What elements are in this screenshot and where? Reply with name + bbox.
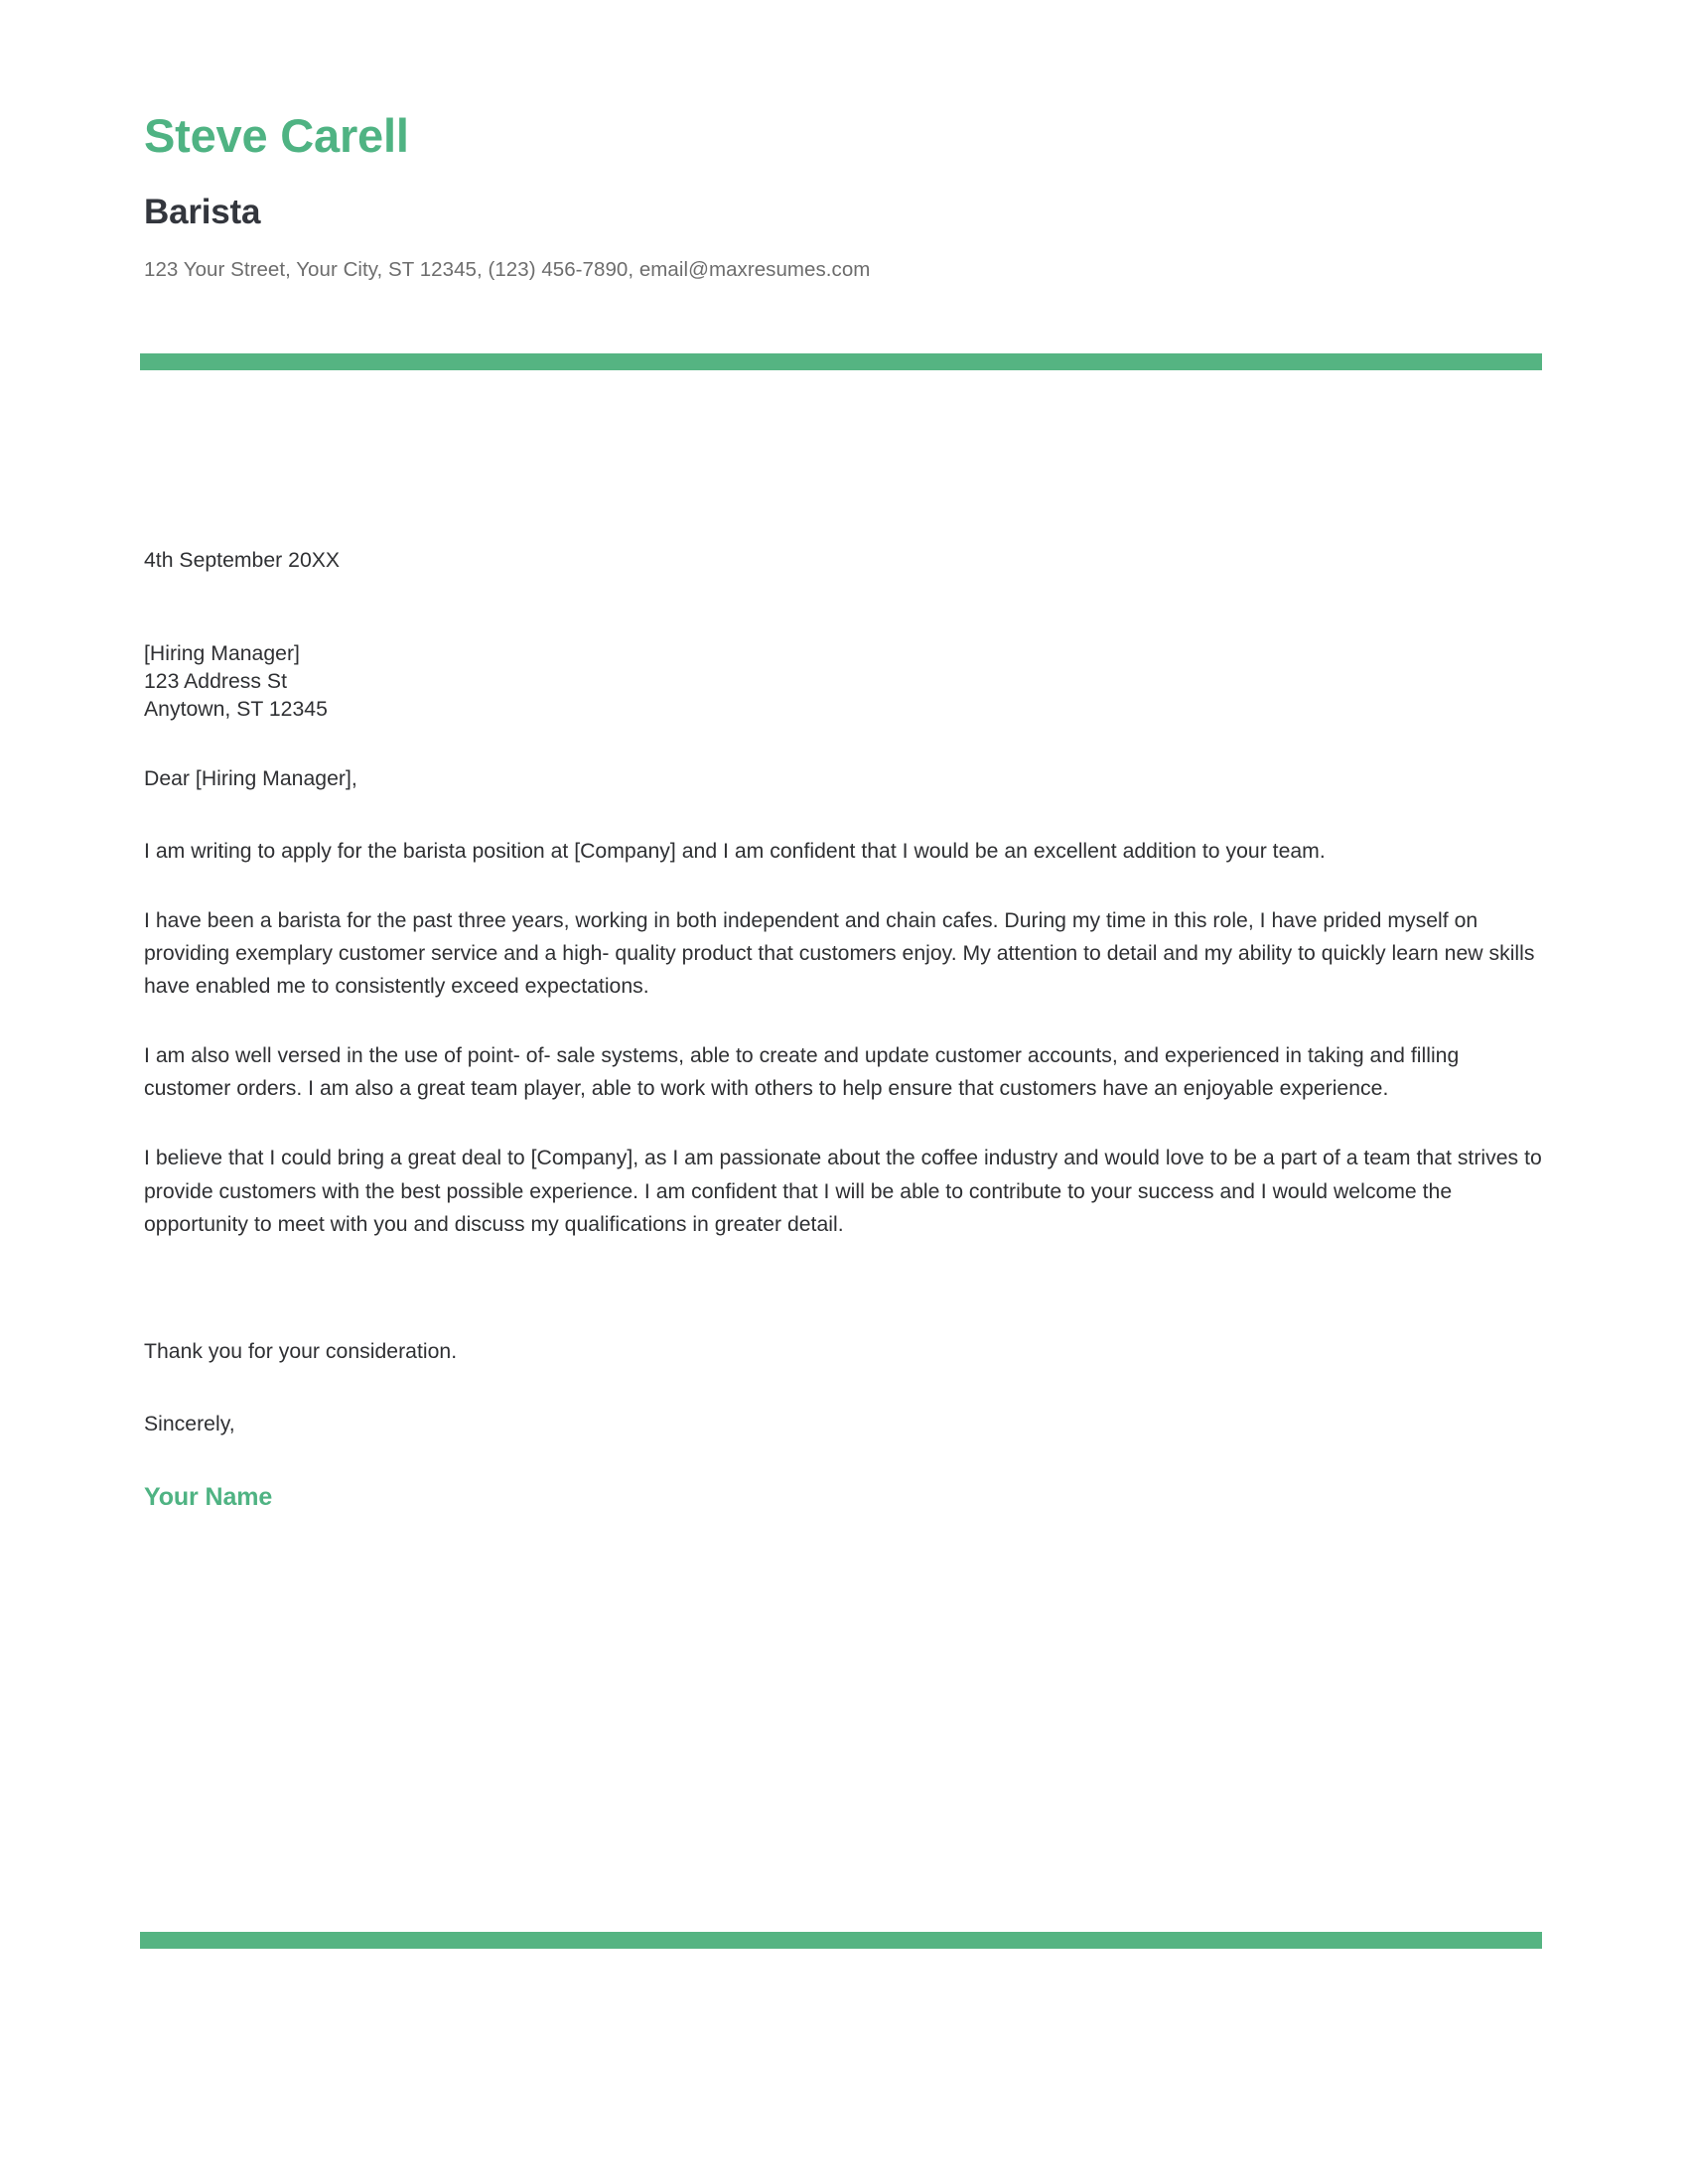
header-divider-rule <box>140 353 1542 370</box>
recipient-line-3: Anytown, ST 12345 <box>144 698 328 722</box>
footer-divider-rule <box>140 1932 1542 1949</box>
letter-thanks: Thank you for your consideration. <box>144 1339 458 1363</box>
closing-spacer <box>144 1278 1542 1335</box>
recipient-line-2: 123 Address St <box>144 670 287 694</box>
applicant-job-title: Barista <box>144 192 261 231</box>
letter-body <box>144 544 1542 1512</box>
letter-date: 4th September 20XX <box>144 549 341 572</box>
recipient-line-1: [Hiring Manager] <box>144 642 300 666</box>
recipient-address-block <box>144 640 1542 724</box>
letter-sign-off: Sincerely, <box>144 1412 235 1435</box>
letter-paragraph-1: I am writing to apply for the barista position at [Company] and I am confident that I would be an excellent addition to your team. <box>144 840 1326 864</box>
letter-paragraph-2: I have been a barista for the past three years, working in both independent and chain cafes. During my time in this role, I have prided myself on providing exemplary customer service and a high- quality product that customers enjoy. My attention to detail and my ability to quickly learn new skills have enabled me to consistently exceed expectations. <box>144 909 1535 999</box>
letter-paragraph-4: I believe that I could bring a great deal to [Company], as I am passionate about the coffee industry and would love to be a part of a team that strives to provide customers with the best possible experience. I am confident that I will be able to contribute to your success and I would welcome the opportunity to meet with you and discuss my qualifications in greater detail. <box>144 1147 1542 1236</box>
applicant-name: Steve Carell <box>144 109 409 162</box>
letter-paragraph-3: I am also well versed in the use of point- of- sale systems, able to create and update customer accounts, and experienced in taking and filling customer orders. I am also a great team player, able to work with others to help ensure that customers have an enjoyable experience. <box>144 1044 1460 1101</box>
letter-salutation: Dear [Hiring Manager], <box>144 767 357 791</box>
letter-signature-name: Your Name <box>144 1482 273 1511</box>
letter-header <box>144 111 1544 284</box>
contact-info-line: 123 Your Street, Your City, ST 12345, (123) 456-7890, email@maxresumes.com <box>144 258 871 282</box>
